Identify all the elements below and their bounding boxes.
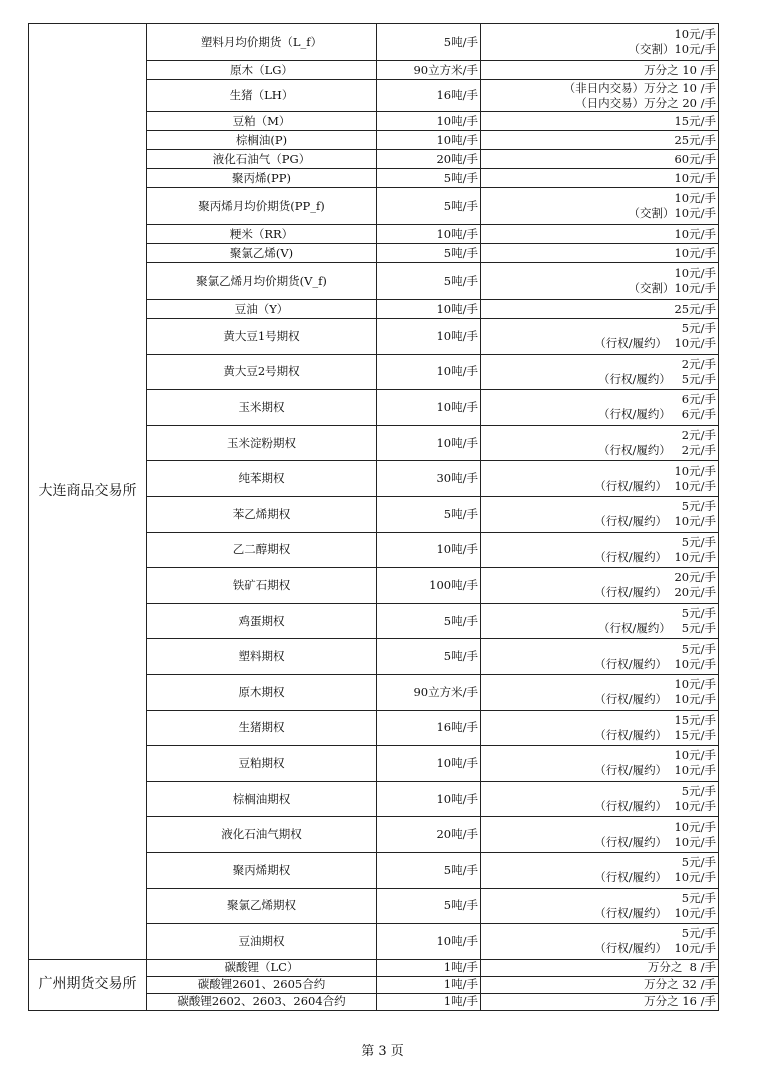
fee-line: （行权/履约） 20元/手 — [594, 585, 716, 600]
fee-line: 10元/手 — [674, 170, 716, 185]
trading-unit-cell: 5吨/手 — [377, 639, 481, 675]
fee-cell — [481, 390, 719, 426]
trading-unit-cell: 1吨/手 — [377, 976, 481, 993]
fee-line: 6元/手 — [681, 392, 716, 407]
product-name-cell: 乙二醇期权 — [147, 532, 377, 568]
product-name-cell: 聚丙烯月均价期货(PP_f) — [147, 188, 377, 225]
trading-unit-cell: 5吨/手 — [377, 244, 481, 263]
trading-unit-cell: 100吨/手 — [377, 568, 481, 604]
fee-line: 2元/手 — [681, 428, 716, 443]
fee-line: 万分之 16 /手 — [644, 994, 716, 1009]
fee-cell — [481, 150, 719, 169]
fee-line: （行权/履约） 10元/手 — [594, 336, 716, 351]
trading-unit-cell: 1吨/手 — [377, 959, 481, 976]
fee-cell — [481, 461, 719, 497]
product-name-cell: 豆油期权 — [147, 924, 377, 960]
fee-line: 10元/手 — [674, 226, 716, 241]
trading-unit-cell: 5吨/手 — [377, 852, 481, 888]
fee-line: （行权/履约） 5元/手 — [597, 371, 716, 386]
fee-line: 5元/手 — [681, 855, 716, 870]
fee-line: （交割）10元/手 — [628, 42, 716, 56]
product-name-cell: 原木期权 — [147, 674, 377, 710]
trading-unit-cell: 5吨/手 — [377, 263, 481, 300]
fee-line: 5元/手 — [681, 784, 716, 799]
fee-line: 10元/手 — [674, 463, 716, 478]
fee-line: 5元/手 — [681, 606, 716, 621]
fee-line: 20元/手 — [674, 570, 716, 585]
product-name-cell: 粳米（RR） — [147, 225, 377, 244]
product-name-cell: 豆粕（M） — [147, 112, 377, 131]
fee-cell — [481, 852, 719, 888]
product-name-cell: 塑料期权 — [147, 639, 377, 675]
trading-unit-cell: 5吨/手 — [377, 169, 481, 188]
product-name-cell: 棕榈油(P) — [147, 131, 377, 150]
table-row — [29, 24, 719, 61]
fee-cell — [481, 496, 719, 532]
trading-unit-cell: 10吨/手 — [377, 300, 481, 319]
trading-unit-cell: 5吨/手 — [377, 888, 481, 924]
fee-line: （行权/履约） 5元/手 — [597, 621, 716, 636]
fee-line: 5元/手 — [681, 534, 716, 549]
fee-line: 10元/手 — [674, 748, 716, 763]
fee-line: （行权/履约） 10元/手 — [594, 656, 716, 671]
product-name-cell: 棕榈油期权 — [147, 781, 377, 817]
fee-line: 5元/手 — [681, 641, 716, 656]
trading-unit-cell: 90立方米/手 — [377, 61, 481, 80]
trading-unit-cell: 5吨/手 — [377, 188, 481, 225]
fee-line: 60元/手 — [674, 151, 716, 166]
fee-line: 万分之 8 /手 — [647, 960, 716, 975]
trading-unit-cell: 16吨/手 — [377, 80, 481, 112]
trading-unit-cell: 16吨/手 — [377, 710, 481, 746]
trading-unit-cell: 5吨/手 — [377, 496, 481, 532]
product-name-cell: 聚氯乙烯月均价期货(V_f) — [147, 263, 377, 300]
fee-line: 15元/手 — [674, 113, 716, 128]
fee-cell — [481, 817, 719, 853]
fee-cell — [481, 532, 719, 568]
fee-cell — [481, 112, 719, 131]
product-name-cell: 聚丙烯(PP) — [147, 169, 377, 188]
fee-table — [28, 23, 719, 1011]
trading-unit-cell: 10吨/手 — [377, 225, 481, 244]
product-name-cell: 玉米淀粉期权 — [147, 425, 377, 461]
trading-unit-cell: 90立方米/手 — [377, 674, 481, 710]
fee-line: （行权/履约） 10元/手 — [594, 905, 716, 920]
fee-line: （非日内交易）万分之 10 /手 — [563, 80, 716, 95]
product-name-cell: 玉米期权 — [147, 390, 377, 426]
trading-unit-cell: 10吨/手 — [377, 390, 481, 426]
fee-line: （日内交易）万分之 20 /手 — [575, 95, 716, 110]
trading-unit-cell: 10吨/手 — [377, 746, 481, 782]
product-name-cell: 聚氯乙烯(V) — [147, 244, 377, 263]
fee-line: （行权/履约） 15元/手 — [594, 727, 716, 742]
fee-cell — [481, 300, 719, 319]
product-name-cell: 聚丙烯期权 — [147, 852, 377, 888]
fee-line: （行权/履约） 10元/手 — [594, 549, 716, 564]
exchange-name-cell: 大连商品交易所 — [29, 24, 147, 960]
trading-unit-cell: 10吨/手 — [377, 425, 481, 461]
fee-line: 5元/手 — [681, 926, 716, 941]
fee-line: 5元/手 — [681, 499, 716, 514]
product-name-cell: 碳酸锂2601、2605合约 — [147, 976, 377, 993]
trading-unit-cell: 5吨/手 — [377, 24, 481, 61]
fee-cell — [481, 924, 719, 960]
fee-line: 万分之 32 /手 — [644, 977, 716, 992]
fee-line: 10元/手 — [674, 191, 716, 205]
fee-cell — [481, 993, 719, 1010]
trading-unit-cell: 10吨/手 — [377, 112, 481, 131]
fee-cell — [481, 639, 719, 675]
trading-unit-cell: 10吨/手 — [377, 532, 481, 568]
product-name-cell: 苯乙烯期权 — [147, 496, 377, 532]
trading-unit-cell: 10吨/手 — [377, 781, 481, 817]
fee-line: 10元/手 — [674, 27, 716, 41]
fee-line: 10元/手 — [674, 245, 716, 260]
product-name-cell: 塑料月均价期货（L_f） — [147, 24, 377, 61]
fee-line: （行权/履约） 10元/手 — [594, 870, 716, 885]
fee-cell — [481, 674, 719, 710]
fee-line: 10元/手 — [674, 819, 716, 834]
fee-line: （行权/履约） 10元/手 — [594, 514, 716, 529]
fee-cell — [481, 244, 719, 263]
product-name-cell: 液化石油气期权 — [147, 817, 377, 853]
fee-cell — [481, 131, 719, 150]
product-name-cell: 生猪（LH） — [147, 80, 377, 112]
fee-line: 25元/手 — [674, 301, 716, 316]
trading-unit-cell: 10吨/手 — [377, 131, 481, 150]
trading-unit-cell: 30吨/手 — [377, 461, 481, 497]
fee-cell — [481, 225, 719, 244]
product-name-cell: 豆油（Y） — [147, 300, 377, 319]
fee-line: 10元/手 — [674, 266, 716, 280]
fee-line: 2元/手 — [681, 356, 716, 371]
fee-line: 15元/手 — [674, 712, 716, 727]
page-number: 第 3 页 — [361, 1044, 404, 1059]
fee-line: 5元/手 — [681, 890, 716, 905]
fee-line: （行权/履约） 10元/手 — [594, 834, 716, 849]
trading-unit-cell: 5吨/手 — [377, 603, 481, 639]
fee-line: 5元/手 — [681, 321, 716, 336]
fee-line: （行权/履约） 10元/手 — [594, 692, 716, 707]
fee-cell — [481, 976, 719, 993]
product-name-cell: 碳酸锂（LC） — [147, 959, 377, 976]
fee-line: 25元/手 — [674, 132, 716, 147]
fee-cell — [481, 959, 719, 976]
fee-cell — [481, 319, 719, 355]
fee-cell — [481, 354, 719, 390]
product-name-cell: 铁矿石期权 — [147, 568, 377, 604]
fee-cell — [481, 169, 719, 188]
fee-line: （行权/履约） 10元/手 — [594, 478, 716, 493]
fee-cell — [481, 746, 719, 782]
fee-line: 万分之 10 /手 — [644, 62, 716, 77]
trading-unit-cell: 10吨/手 — [377, 924, 481, 960]
product-name-cell: 碳酸锂2602、2603、2604合约 — [147, 993, 377, 1010]
fee-line: （行权/履约） 10元/手 — [594, 763, 716, 778]
trading-unit-cell: 10吨/手 — [377, 319, 481, 355]
fee-cell — [481, 425, 719, 461]
product-name-cell: 原木（LG） — [147, 61, 377, 80]
exchange-name-cell: 广州期货交易所 — [29, 959, 147, 1010]
fee-cell — [481, 568, 719, 604]
fee-cell — [481, 188, 719, 225]
fee-line: （交割）10元/手 — [628, 206, 716, 220]
fee-line: （行权/履约） 2元/手 — [597, 443, 716, 458]
fee-cell — [481, 61, 719, 80]
fee-cell — [481, 888, 719, 924]
product-name-cell: 黄大豆1号期权 — [147, 319, 377, 355]
table-row — [29, 959, 719, 976]
product-name-cell: 黄大豆2号期权 — [147, 354, 377, 390]
trading-unit-cell: 10吨/手 — [377, 354, 481, 390]
fee-line: （行权/履约） 10元/手 — [594, 941, 716, 956]
fee-line: （行权/履约） 6元/手 — [597, 407, 716, 422]
fee-cell — [481, 603, 719, 639]
fee-line: （交割）10元/手 — [628, 281, 716, 295]
product-name-cell: 纯苯期权 — [147, 461, 377, 497]
product-name-cell: 液化石油气（PG） — [147, 150, 377, 169]
fee-cell — [481, 80, 719, 112]
trading-unit-cell: 20吨/手 — [377, 150, 481, 169]
fee-cell — [481, 24, 719, 61]
fee-cell — [481, 781, 719, 817]
fee-line: （行权/履约） 10元/手 — [594, 799, 716, 814]
fee-cell — [481, 710, 719, 746]
product-name-cell: 生猪期权 — [147, 710, 377, 746]
product-name-cell: 聚氯乙烯期权 — [147, 888, 377, 924]
product-name-cell: 鸡蛋期权 — [147, 603, 377, 639]
trading-unit-cell: 1吨/手 — [377, 993, 481, 1010]
fee-line: 10元/手 — [674, 677, 716, 692]
trading-unit-cell: 20吨/手 — [377, 817, 481, 853]
fee-cell — [481, 263, 719, 300]
product-name-cell: 豆粕期权 — [147, 746, 377, 782]
